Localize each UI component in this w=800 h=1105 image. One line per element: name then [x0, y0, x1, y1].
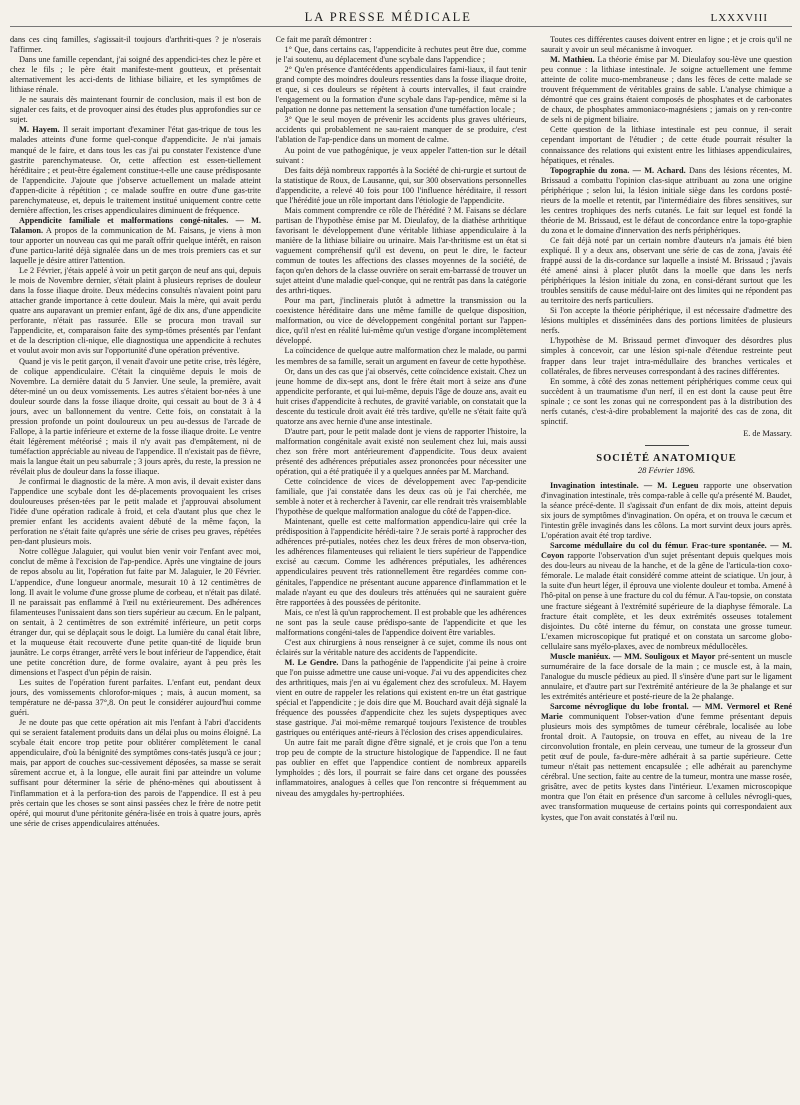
column-2 — [276, 35, 527, 1105]
paragraph — [276, 206, 527, 296]
paragraph-text: A propos de la communication de M. Faisans, je viens à mon tour apporter un nouveau cas qui me paraît offrir quelque intérêt, en raison d'une particu-larité déjà signalée dans un de mes trois premiers cas et sur laquelle je désire attirer l'attention. — [10, 225, 261, 266]
section-date: 28 Février 1896. — [637, 464, 696, 475]
paragraph — [541, 541, 792, 652]
paragraph-text: Si l'on accepte la théorie périphérique, il est nécessaire d'admettre des lésions multiples et disséminées dans des portions limitées de plusieurs nerfs. — [541, 306, 792, 336]
paragraph-text: Cette question de la lithiase intestinale est peu connue, il serait cependant important de l'étudier ; de cette étude pourrait résulter la connaissance des relations qui existent entre les lithiases appendiculaires, hépatiques, et rénales. — [541, 125, 792, 165]
paragraph — [541, 35, 792, 55]
paragraph — [276, 608, 527, 638]
paragraph — [10, 477, 261, 547]
paragraph-text: pré-sentent un muscle surnuméraire de la face dorsale de la main ; ce muscle est, à la main, l'analogue du muscle pédieux au pied. Il s'insère d'une part sur le ligament annulaire, et d'autre part sur l'extrémité antérieure de la 3e phalange et sur les extrémités antérieure et posté-rieure de la 2e phalange. — [541, 651, 792, 701]
paragraph — [541, 336, 792, 376]
paragraph-heading: M. Mathieu. — [550, 55, 595, 65]
paragraph-text: communiquent l'obser-vation d'une femme présentant depuis plusieurs mois des symptômes de tumeur cérébrale, localisée au lobe frontal droit. A l'autopsie, on trouva en effet, au niveau de la 1re circonvolution frontale, en plein cerveau, une tumeur de la grosseur d'un petit œuf de poule, fa-dure-mère adhérait à sa partie supérieure. Cette tumeur n'était pas nettement encapsulée ; elle adhérait au parenchyme cérébral. Une section, faite au centre de la tumeur, montra une masse rosée, grisâtre, avec de petits kystes dans l'intérieur. L'examen microscopique montra que l'on était en présence d'un sarcome à cellules névrogli-ques, avec transformation muqueuse de certains points qui correspondaient aux kystes, que l'on avait constatés à l'œil nu. — [541, 712, 792, 822]
paragraph — [541, 306, 792, 336]
paragraph — [276, 658, 527, 738]
paragraph — [276, 166, 527, 206]
paragraph — [276, 638, 527, 658]
paragraph — [276, 477, 527, 517]
paragraph-text: Il serait important d'examiner l'état gas-trique de tous les malades atteints d'une forme quel-conque d'appendicite. Je n'ai jamais manqué de le faire, et dans tous les cas j'ai pu constater l'existence d'une gastrite parenchymateuse. Or, cette affection est essen-tiellement héréditaire ; et peut-être également constitue-t-elle une cause prédisposante de l'appendicite. J'ajoute que j'observe actuellement un malade atteint d'appen-dicite à répétition ; ce malade souffre en outre d'une gas-trite parenchymateuse, et, depuis le traitement institué uniquement contre cette dernière affection, les crises appendiculaires diminuent de fréquence. — [10, 125, 261, 215]
paragraph — [10, 357, 261, 478]
page-number: LXXXVIII — [710, 12, 768, 24]
paragraph — [276, 146, 527, 166]
paragraph-text: Je confirmai le diagnostic de la mère. A mon avis, il devait exister dans l'appendice une scybale dont les dé-placements provoquaient les crises douloureuses présen-tées par le petit malade et j'approuvai absolument l'idée d'une opération radicale à froid, et cela d'autant plus que chez le premier enfant les accidents avaient débuté de la même façon, la perforation ne s'était faite qu'après une série de crises peu graves, répétées pen-dant plusieurs mois. — [10, 477, 261, 547]
paragraph-text: Toutes ces différentes causes doivent entrer en ligne ; et je crois qu'il ne saurait y avoir un seul mécanisme à invoquer. — [541, 35, 792, 55]
paragraph — [10, 718, 261, 829]
paragraph-text: dans ces cinq familles, s'agissait-il toujours d'arthriti-ques ? je n'oserais l'affirmer. — [10, 35, 261, 55]
paragraph — [276, 45, 527, 65]
paragraph-heading: Sarcome névroglique du lobe frontal. — MM. Vermorel et René Marie — [541, 702, 792, 722]
paragraph-text: Quand je vis le petit garçon, il venait d'avoir une petite crise, très légère, de colique appendiculaire. C'était la cinquième depuis le mois de Novembre. La dernière datait du 5 Janvier. Une seule, la première, avait déter-miné un ou deux vomissements. Les autres s'étaient bor-nées à une douleur sourde dans la fosse iliaque droite, qui cessait au bout de 3 à 4 jours, avec un ballonnement du ventre. Cette fois, on constatait à la pression profonde un point douloureux un peu au-dessus de l'arcade de Fallope, à la partie inférieure et externe de la fosse iliaque droite. Le ventre était légèrement météorisé ; mais il n'y avait pas d'empâtement, ni de tuméfaction appréciable au niveau de l'appendice. Il n'existait pas de fièvre, mais la langue était un peu saburrale ; 3 jours après, du reste, la pression ne révélait plus de douleur dans la fosse iliaque. — [10, 356, 261, 477]
journal-title: LA PRESSE MÉDICALE — [304, 10, 472, 24]
paragraph — [276, 35, 527, 45]
paragraph-text: L'hypothèse de M. Brissaud permet d'invoquer des désordres plus simples à concevoir, car une lésion spi-nale d'étendue restreinte peut frapper dans leur trajet intra-médullaire des branches verticales et collatérales, de fibres nerveuses correspondant à des racines différentes. — [541, 336, 792, 376]
paragraph — [541, 166, 792, 236]
paragraph — [276, 517, 527, 607]
paragraph-heading: Appendicite familiale et malformations congé-nitales. — M. Talamon. — [10, 215, 261, 235]
paragraph-text: 1° Que, dans certains cas, l'appendicite à rechutes peut être due, comme je l'ai soutenu, au déplacement d'une scybale dans l'appendice ; — [275, 45, 527, 65]
paragraph-text: rapporte l'observation d'un sujet présentant depuis quelques mois des dou-leurs au niveau de la hanche, et de la gêne de l'articula-tion coxo-fémorale. Le malade était considéré comme atteint de sciatique. Un jour, à la suite d'un heurt léger, il éprouva une violente douleur et tomba. Amené à l'hô-pital on pense à une fracture du col du fémur. A l'au-topsie, on constata une fracture siégeant à l'extrémité supérieure de la diaphyse fémorale. La fracture était complète, et les deux extrémités osseuses totalement disjointes. Du côté interne du fémur, on constata une grosse tumeur. L'examen microscopique fut pratiqué et on constata un sarcome globo-cellulaire sans myélo-plaxes, avec de nombreux médullocèles. — [541, 551, 792, 651]
paragraph-text: C'est aux chirurgiens à nous renseigner à ce sujet, comme ils nous ont éclairés sur la véritable nature des accidents de l'appendicite. — [275, 637, 527, 657]
paragraph-text: Ce fait me paraît démontrer : — [275, 35, 372, 44]
paragraph-text: Dans une famille cependant, j'ai soigné des appendici-tes chez le père et chez le fils ; le père était manifeste-ment goutteux, et présentait alternativement les acci-dents de lithiase biliaire, et les symptômes de lithiase rénale. — [10, 55, 261, 95]
paragraph-text: Le 2 Février, j'étais appelé à voir un petit garçon de neuf ans qui, depuis le mois de Novembre dernier, s'était plaint à plusieurs reprises de douleur dans la fosse iliaque droite. Deux médecins consultés n'avaient point paru attacher grande importance à cette douleur. Mais la mère, qui avait perdu quatre ans auparavant un premier enfant, âgé de dix ans, d'une appendicite perforante, n'était pas rassurée. Elle se procura mon travail sur l'appendicite, et, comparaison faite des symp-tômes présentés par l'enfant et de la description cli-nique, elle diagnostiqua une appendicite à rechutes et voulut avoir mon avis sur l'opportunité d'une opération préventive. — [10, 266, 261, 356]
paragraph-text: Maintenant, quelle est cette malformation appendicu-laire qui crée la prédisposition à l'appendicite hérédi-taire ? Je serais porté à rapprocher des adhérences pré-putiales, notées chez les deux frères de mon observa-tion, les adhérences filamenteuses qui reliaient le tiers supérieur de l'appendice excisé au cæcum. Comme les adhérences préputiales, les adhérences appendiculaires peuvent très rationnellement être regardées comme con-génitales, l'appendice ne présentant aucune apparence d'inflammation et le malade n'ayant eu que des douleurs très atténuées qui ne sauraient guère être rapportées à des poussées de péritonite. — [275, 517, 527, 607]
paragraph — [10, 266, 261, 356]
paragraph-text: Dans la pathogénie de l'appendicite j'ai peine à croire que l'on puisse admettre une cause uni-voque. J'ai vu des appendicites chez des arthritiques, mais j'en ai vu également chez des scrofuleux. M. Hayem vient en outre de rappeler les relations qui existent en-tre un état gastrique spécial et l'appendicite ; je dois dire que M. Bouchard avait déjà signalé la fréquence des poussées d'appendicite chez les sujets dyspeptiques avec stase gastrique. J'ai moi-même remarqué toujours l'existence de troubles gastriques ou entériques anté-rieurs à l'éclosion des crises appendiculaires. — [275, 657, 527, 738]
paragraph — [541, 236, 792, 306]
paragraph — [541, 481, 792, 541]
paragraph-heading: M. Le Gendre. — [284, 657, 339, 667]
paragraph-text: Or, dans un des cas que j'ai observés, cette coïncidence existait. Chez un jeune homme de dix-sept ans, dont le frère était mort à seize ans d'une appendicite perforante, et qui lui-même, depuis l'âge de douze ans, avait eu huit crises d'appendicite à rechutes, de gravité variable, on constatait que la descente du testicule droit avait été très tardive, qu'elle ne s'était faite qu'à quatorze ans avec hernie d'une anse intestinale. — [275, 366, 527, 426]
paragraph — [541, 702, 792, 823]
paragraph-text: Mais comment comprendre ce rôle de l'hérédité ? M. Faisans se déclare partisan de l'hypothèse émise par M. Dieulafoy, de la diathèse arthritique favorisant le développement d'une véritable lithiase appendiculaire à la manière de la lithiase biliaire ou urinaire. Mais l'ar-thritisme est un état si vaguement compréhensif qu'il est devenu, on peut le dire, le facteur commun de toutes les affections des classes moyennes de la société, de façon qu'en dehors de la classe ouvrière on serait em-barrassé de trouver un sujet atteint d'une maladie quel-conque, qui ne rentrât pas dans la catégorie des arthri-tiques. — [275, 205, 527, 296]
paragraph — [276, 738, 527, 798]
paragraph — [10, 678, 261, 718]
column-3 — [541, 35, 792, 1105]
paragraph — [541, 377, 792, 427]
paragraph-text: Notre collègue Jalaguier, qui voulut bien venir voir l'enfant avec moi, conclut de même à l'excision de l'ap-pendice. Après une vingtaine de jours de repos absolu au lit, l'opération fut faite par M. Jalaguier, le 20 Février. L'appendice, d'une longueur anormale, mesurait 10 à 12 centimètres de long. Il avait le volume d'une grosse plume de corbeau, et n'était pas dilaté. Il ne paraissait pas enflammé à l'œil nu extérieurement. Des adhérences filamenteuses l'unissaient dans son tiers supérieur au cæcum. En le palpant, on sentait, à 2 centimètres de son extrémité inférieure, un petit corps étranger dur, qui se déplaçait sous le doigt. La lumière du canal était libre, et la muqueuse était recouverte d'une petite quan-tité de liquide brun jaunâtre. Le corps étranger, arrêté vers le bout inférieur de l'appendice, était une petite concrétion dure, de forme ovalaire, ayant à peu près les dimensions et l'aspect d'un pépin de raisin. — [10, 547, 261, 677]
paragraph-text: 2° Qu'en présence d'antécédents appendiculaires fami-liaux, il faut tenir grand compte des moindres douleurs ressenties dans la fosse iliaque droite, et que, si ces douleurs se répètent à courts intervalles, il faut craindre l'engagement ou la formation d'une scybale dans l'ap-pendice, même si la palpation ne donne pas nettement la sensation d'une tuméfaction locale ; — [275, 65, 527, 115]
paragraph-text: rapporte une observation d'invagination intestinale, très compa-rable à celle qu'a présenté M. Baudet, la séance précé-dente. Il s'agissait d'un enfant de dix mois, atteint depuis six jours de symptômes d'invagination. On opéra, et on trouva le cæcum et l'intestin grêle invaginés dans les côlons. La mort survint deux jours après. L'opération avait été trop tardive. — [541, 480, 792, 541]
paragraph-text: Des faits déjà nombreux rapportés à la Société de chi-rurgie et surtout de la statistique de Roux, de Lausanne, qui, sur 300 observations personnelles d'appendicite, a relevé 40 fois pour 100 l'influence héréditaire, il ressort que l'hérédité joue un rôle important dans l'étiologie de l'appendicite. — [275, 165, 527, 205]
paragraph — [10, 55, 261, 95]
paragraph — [10, 216, 261, 266]
paragraph-text: Au point de vue pathogénique, je veux appeler l'atten-tion sur le détail suivant : — [275, 145, 527, 165]
paragraph — [276, 65, 527, 115]
paragraph — [10, 125, 261, 215]
paragraph — [276, 427, 527, 477]
paragraph — [10, 95, 261, 125]
paragraph — [541, 55, 792, 125]
paragraph-text: Je ne saurais dès maintenant fournir de conclusion, mais il est bon de signaler ces faits, et de provoquer ainsi des études plus approfondies sur ce sujet. — [10, 95, 261, 125]
section-rule — [645, 445, 689, 446]
paragraph-text: 3° Que le seul moyen de prévenir les accidents plus graves ultérieurs, accidents qui probablement ne sau-raient manquer de se produire, c'est l'ablation de l'ap-pendice dans un moment de calme. — [275, 115, 527, 145]
section-title: SOCIÉTÉ ANATOMIQUE — [596, 452, 737, 464]
paragraph-text: En somme, à côté des zonas nettement périphériques comme ceux qui succèdent à un traumatisme d'un nerf, il en est dont la cause peut être spinale ; ce sont les zonas qui ne correspondent pas à la distribution des nerfs cutanés, c'est-à-dire probablement la majorité des cas de zona, dit spinctif. — [541, 376, 792, 426]
text-columns — [10, 35, 792, 1105]
paragraph-text: Pour ma part, j'inclinerais plutôt à admettre la transmission ou la coexistence héréditaire dans une même famille de quelque disposition, malformation, ou vice de développement congénital portant sur l'appen-dice, qu'il n'est en réalité lui-même qu'un vestige d'organe incomplètement développé. — [275, 296, 527, 346]
paragraph — [10, 547, 261, 678]
paragraph-heading: Invagination intestinale. — M. Legueu — [550, 480, 699, 490]
paragraph — [276, 296, 527, 346]
paragraph-text: La théorie émise par M. Dieulafoy sou-lève une question peu connue : la lithiase intestinale. Je soigne actuellement une femme atteinte de colite muco-membraneuse ; dans les fèces de cette malade se trouvent fréquemment de véritables grains de sable. L'analyse chimique a démontré que ces grains étaient composés de phosphates et de carbonates de chaux, de phosphates ammoniaco-magnésiens ; jamais on y ren-contre de sels ni de pigment biliaire. — [541, 55, 792, 125]
column-1 — [10, 35, 261, 1105]
paragraph — [276, 367, 527, 427]
running-header — [10, 10, 792, 27]
paragraph-text: Cette coïncidence de vices de développement avec l'ap-pendicite familiale, que j'ai constatée dans les deux cas où je l'ai cherchée, me semble à noter et à rechercher à l'avenir, car elle rendrait très vraisemblable l'hypothèse de quelque malformation analogue du côté de l'appen-dice. — [275, 477, 527, 517]
paragraph — [541, 125, 792, 165]
paragraph-heading: Muscle maniéux. — MM. Souligoux et Mayor — [550, 651, 716, 661]
paragraph — [276, 115, 527, 145]
paragraph-text: D'autre part, pour le petit malade dont je viens de rapporter l'histoire, la malformation congénitale avait existé non seulement chez lui, mais aussi chez son frère mort antérieurement d'appendicite. Tous deux avaient présenté des adhérences préputiales assez prononcées pour nécessiter une opération, qui a été pratiquée il y a quelques années par M. Marchand. — [275, 426, 527, 477]
paragraph-heading: Topographie du zona. — M. Achard. — [550, 165, 686, 175]
paragraph-text: Je ne doute pas que cette opération ait mis l'enfant à l'abri d'accidents qui se seraient fatalement produits dans un délai plus ou moins éloigné. La scybale était encore trop petite pour oblitérer complètement le canal appendiculaire, d'où la bénignité des symptômes cons-tatés jusqu'à ce jour ; mais, par apport de couches suc-cessivement déposées, sa masse se serait sûrement accrue et, à la longue, elle aurait fini par atteindre un volume suffisant pour déterminer la série de phéno-mènes qui aboutissent à l'inflammation et à la perfora-tion des parois de l'appendice. Il est à peu près certain que les choses se sont ainsi passées chez le frère de notre petit opéré, qui mourut d'une péritonite généra-lisée en trois à quatre jours, après une série de crises appendiculaires atténuées. — [10, 718, 261, 828]
paragraph-heading: M. Hayem. — [19, 125, 60, 135]
paragraph — [541, 652, 792, 702]
signature: E. de Massary. — [743, 428, 792, 438]
paragraph-text: Mais, ce n'est là qu'un rapprochement. Il est probable que les adhérences ne sont pas la seule cause prédispo-sante de l'appendicite et que les malformations congéni-tales de l'appendice doivent être variables. — [275, 607, 527, 637]
paragraph-text: Dans des lésions récentes, M. Brissaud a combattu l'opinion clas-sique attribuant au zona une origine périphérique ; selon lui, la lésion initiale siège dans les cordons posté-rieurs de la moelle et retentit, par l'intermédiaire des fibres sensitives, sur les centres trophiques des nerfs cutanés. Le fait sur lequel est fondé la théorie de M. Brissaud, est le défaut de concordance entre la topo-graphie du zona et le domaine d'innervation des nerfs périphériques. — [541, 165, 792, 235]
paragraph-text: Ce fait déjà noté par un certain nombre d'auteurs n'a jamais été bien expliqué. Il y a deux ans, observant une série de cas de zona, j'avais été frappé aussi de la dis-cordance sur laquelle a insisté M. Brissaud ; j'avais été amené ainsi à placer plutôt dans la moelle que dans les nerfs périphériques la lésion initiale du zona, en consi-dérant surtout que les troubles sensitifs de cause médul-laire ont des limites qui ne répondent pas au territoire des nerfs particuliers. — [541, 235, 792, 306]
paragraph-heading: Sarcome médullaire du col du fémur. Frac-ture spontanée. — M. Coyon — [541, 541, 792, 561]
paragraph — [10, 35, 261, 55]
paragraph-text: Un autre fait me paraît digne d'être signalé, et je crois que l'on a tenu trop peu de compte de la structure histologique de l'appendice. Il ne faut pas oublier en effet que l'appendice contient de nombreux appareils lymphoïdes ; dès lors, il pourrait se faire dans cet organe des poussées inflammatoires, analogues à celles que l'on rencontre si fréquemment au niveau des amygdales hy-pertrophiées. — [275, 738, 527, 798]
paragraph — [276, 346, 527, 366]
paragraph-text: La coïncidence de quelque autre malformation chez le malade, ou parmi les membres de sa famille, serait un argument en faveur de cette hypothèse. — [275, 346, 527, 366]
paragraph-text: Les suites de l'opération furent parfaites. L'enfant eut, pendant deux jours, des vomissements chlorofor-miques ; mais, à aucun moment, sa température ne dé-passa 37°,8. On peut le considérer aujourd'hui comme guéri. — [10, 678, 261, 718]
